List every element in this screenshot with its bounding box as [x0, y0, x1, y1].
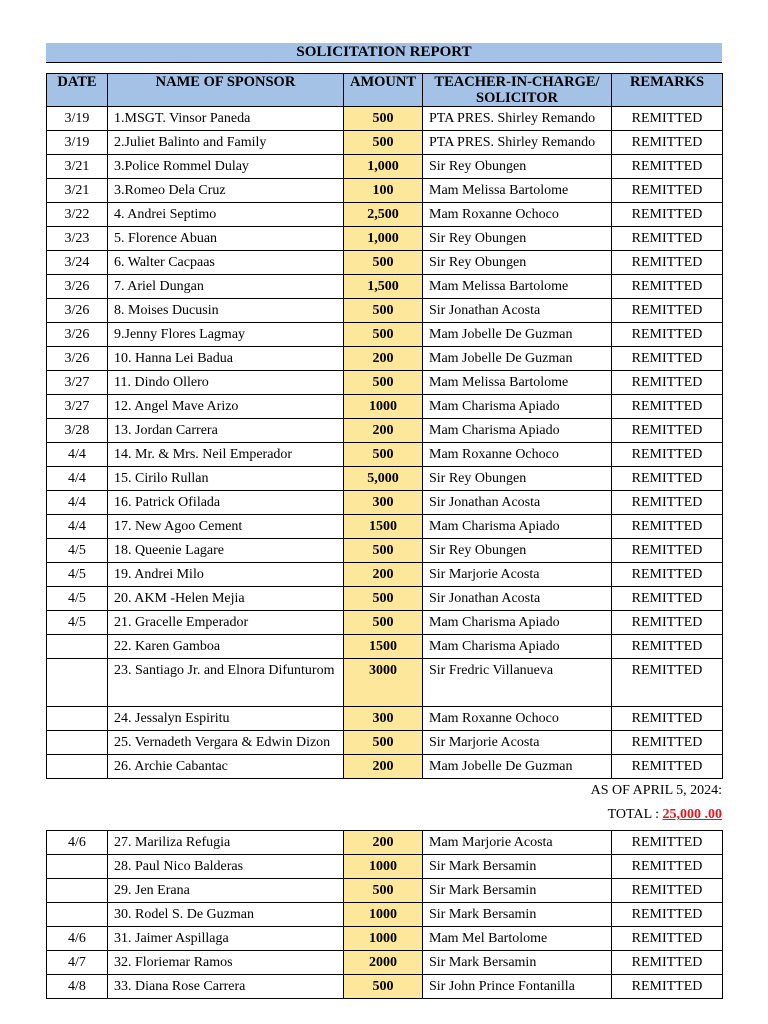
table-header-row — [47, 74, 723, 107]
cell-date: 3/27 — [47, 395, 108, 419]
cell-teacher: Mam Charisma Apiado — [423, 635, 612, 659]
cell-date: 4/4 — [47, 491, 108, 515]
cell-date — [47, 879, 108, 903]
cell-sponsor-name: 29. Jen Erana — [108, 879, 344, 903]
cell-sponsor-name: 16. Patrick Ofilada — [108, 491, 344, 515]
table-row — [47, 419, 723, 443]
cell-amount: 1500 — [344, 515, 423, 539]
cell-remarks: REMITTED — [612, 347, 723, 371]
cell-remarks: REMITTED — [612, 155, 723, 179]
cell-remarks: REMITTED — [612, 731, 723, 755]
cell-remarks: REMITTED — [612, 323, 723, 347]
cell-amount: 2,500 — [344, 203, 423, 227]
cell-amount: 1,000 — [344, 227, 423, 251]
total-line — [46, 803, 722, 829]
cell-remarks: REMITTED — [612, 443, 723, 467]
cell-teacher: Mam Charisma Apiado — [423, 611, 612, 635]
cell-date: 3/23 — [47, 227, 108, 251]
cell-teacher: Mam Melissa Bartolome — [423, 179, 612, 203]
cell-amount: 500 — [344, 251, 423, 275]
cell-sponsor-name: 13. Jordan Carrera — [108, 419, 344, 443]
cell-sponsor-name: 32. Floriemar Ramos — [108, 951, 344, 975]
table-row — [47, 347, 723, 371]
cell-sponsor-name: 17. New Agoo Cement — [108, 515, 344, 539]
cell-date: 4/8 — [47, 975, 108, 999]
cell-date — [47, 855, 108, 879]
cell-teacher: Mam Jobelle De Guzman — [423, 755, 612, 779]
cell-amount: 200 — [344, 347, 423, 371]
cell-remarks: REMITTED — [612, 831, 723, 855]
cell-amount: 500 — [344, 539, 423, 563]
cell-amount: 1,500 — [344, 275, 423, 299]
sponsors-table-continued — [46, 830, 723, 999]
cell-amount: 200 — [344, 419, 423, 443]
cell-remarks: REMITTED — [612, 879, 723, 903]
total-value: 25,000 .00 — [662, 807, 722, 822]
cell-remarks: REMITTED — [612, 611, 723, 635]
header-amount: AMOUNT — [344, 74, 423, 107]
cell-teacher: Sir Jonathan Acosta — [423, 587, 612, 611]
cell-teacher: Mam Marjorie Acosta — [423, 831, 612, 855]
table-row — [47, 611, 723, 635]
cell-remarks: REMITTED — [612, 395, 723, 419]
cell-amount: 1000 — [344, 927, 423, 951]
cell-teacher: Sir Fredric Villanueva — [423, 659, 612, 707]
cell-date: 4/4 — [47, 515, 108, 539]
sponsors-table-body — [47, 107, 723, 779]
cell-remarks: REMITTED — [612, 515, 723, 539]
cell-date: 3/26 — [47, 347, 108, 371]
cell-teacher: Sir Marjorie Acosta — [423, 563, 612, 587]
cell-remarks: REMITTED — [612, 903, 723, 927]
cell-teacher: Mam Roxanne Ochoco — [423, 203, 612, 227]
cell-sponsor-name: 3.Police Rommel Dulay — [108, 155, 344, 179]
cell-sponsor-name: 27. Mariliza Refugia — [108, 831, 344, 855]
cell-remarks: REMITTED — [612, 755, 723, 779]
table-row — [47, 203, 723, 227]
cell-sponsor-name: 10. Hanna Lei Badua — [108, 347, 344, 371]
cell-teacher: Sir Rey Obungen — [423, 467, 612, 491]
cell-remarks: REMITTED — [612, 563, 723, 587]
cell-teacher: Mam Charisma Apiado — [423, 515, 612, 539]
cell-sponsor-name: 25. Vernadeth Vergara & Edwin Dizon — [108, 731, 344, 755]
cell-date: 4/5 — [47, 563, 108, 587]
cell-date: 3/22 — [47, 203, 108, 227]
table-row — [47, 635, 723, 659]
cell-date: 4/4 — [47, 443, 108, 467]
cell-date: 3/24 — [47, 251, 108, 275]
cell-remarks: REMITTED — [612, 587, 723, 611]
cell-amount: 500 — [344, 299, 423, 323]
cell-remarks: REMITTED — [612, 975, 723, 999]
cell-teacher: Sir Marjorie Acosta — [423, 731, 612, 755]
table-row — [47, 659, 723, 707]
total-label: TOTAL : — [607, 807, 663, 822]
cell-teacher: Sir Rey Obungen — [423, 227, 612, 251]
table-row — [47, 491, 723, 515]
solicitation-report — [46, 43, 722, 999]
table-row — [47, 371, 723, 395]
cell-sponsor-name: 19. Andrei Milo — [108, 563, 344, 587]
cell-remarks: REMITTED — [612, 203, 723, 227]
cell-date: 3/19 — [47, 131, 108, 155]
cell-date — [47, 635, 108, 659]
cell-remarks: REMITTED — [612, 131, 723, 155]
table-row — [47, 587, 723, 611]
cell-remarks: REMITTED — [612, 419, 723, 443]
cell-teacher: Mam Mel Bartolome — [423, 927, 612, 951]
cell-sponsor-name: 6. Walter Cacpaas — [108, 251, 344, 275]
cell-remarks: REMITTED — [612, 467, 723, 491]
cell-remarks: REMITTED — [612, 299, 723, 323]
cell-amount: 1000 — [344, 395, 423, 419]
cell-amount: 500 — [344, 323, 423, 347]
cell-date — [47, 659, 108, 707]
cell-teacher: Mam Melissa Bartolome — [423, 371, 612, 395]
cell-amount: 500 — [344, 107, 423, 131]
table-row — [47, 467, 723, 491]
cell-teacher: Mam Roxanne Ochoco — [423, 707, 612, 731]
cell-sponsor-name: 2.Juliet Balinto and Family — [108, 131, 344, 155]
cell-teacher: Mam Roxanne Ochoco — [423, 443, 612, 467]
cell-amount: 5,000 — [344, 467, 423, 491]
cell-remarks: REMITTED — [612, 707, 723, 731]
cell-remarks: REMITTED — [612, 659, 723, 707]
cell-sponsor-name: 22. Karen Gamboa — [108, 635, 344, 659]
table-row — [47, 975, 723, 999]
cell-amount: 2000 — [344, 951, 423, 975]
cell-date: 3/27 — [47, 371, 108, 395]
cell-teacher: Sir Jonathan Acosta — [423, 491, 612, 515]
cell-amount: 200 — [344, 755, 423, 779]
cell-sponsor-name: 28. Paul Nico Balderas — [108, 855, 344, 879]
cell-sponsor-name: 20. AKM -Helen Mejia — [108, 587, 344, 611]
cell-date: 3/21 — [47, 155, 108, 179]
table-row — [47, 515, 723, 539]
cell-amount: 500 — [344, 611, 423, 635]
cell-teacher: Mam Melissa Bartolome — [423, 275, 612, 299]
cell-remarks: REMITTED — [612, 491, 723, 515]
cell-teacher: Sir Mark Bersamin — [423, 879, 612, 903]
cell-teacher: Sir Rey Obungen — [423, 251, 612, 275]
cell-date: 4/6 — [47, 831, 108, 855]
cell-amount: 3000 — [344, 659, 423, 707]
sponsors-table-continued-body — [47, 831, 723, 999]
header-date: DATE — [47, 74, 108, 107]
cell-remarks: REMITTED — [612, 275, 723, 299]
report-title: SOLICITATION REPORT — [46, 43, 722, 63]
cell-date: 3/28 — [47, 419, 108, 443]
sponsors-table — [46, 73, 723, 779]
table-row — [47, 107, 723, 131]
cell-remarks: REMITTED — [612, 635, 723, 659]
cell-date: 4/7 — [47, 951, 108, 975]
cell-amount: 1000 — [344, 903, 423, 927]
cell-remarks: REMITTED — [612, 855, 723, 879]
cell-teacher: Sir Mark Bersamin — [423, 951, 612, 975]
cell-amount: 200 — [344, 831, 423, 855]
cell-sponsor-name: 14. Mr. & Mrs. Neil Emperador — [108, 443, 344, 467]
cell-remarks: REMITTED — [612, 951, 723, 975]
cell-sponsor-name: 7. Ariel Dungan — [108, 275, 344, 299]
cell-amount: 300 — [344, 707, 423, 731]
cell-amount: 200 — [344, 563, 423, 587]
cell-teacher: Mam Charisma Apiado — [423, 419, 612, 443]
table-row — [47, 539, 723, 563]
cell-teacher: Sir John Prince Fontanilla — [423, 975, 612, 999]
cell-amount: 500 — [344, 131, 423, 155]
cell-remarks: REMITTED — [612, 539, 723, 563]
as-of-label: AS OF APRIL 5, 2024: — [590, 783, 722, 798]
cell-date — [47, 731, 108, 755]
cell-sponsor-name: 11. Dindo Ollero — [108, 371, 344, 395]
table-row — [47, 251, 723, 275]
cell-teacher: Sir Jonathan Acosta — [423, 299, 612, 323]
summary — [46, 779, 722, 829]
cell-date: 3/26 — [47, 323, 108, 347]
table-row — [47, 855, 723, 879]
header-teacher-in-charge: TEACHER-IN-CHARGE/ SOLICITOR — [423, 74, 612, 107]
cell-teacher: Mam Jobelle De Guzman — [423, 347, 612, 371]
table-row — [47, 323, 723, 347]
table-row — [47, 903, 723, 927]
cell-date — [47, 707, 108, 731]
table-row — [47, 299, 723, 323]
cell-teacher: PTA PRES. Shirley Remando — [423, 131, 612, 155]
cell-amount: 500 — [344, 731, 423, 755]
cell-sponsor-name: 12. Angel Mave Arizo — [108, 395, 344, 419]
table-row — [47, 179, 723, 203]
table-row — [47, 879, 723, 903]
table-row — [47, 731, 723, 755]
cell-date: 3/26 — [47, 275, 108, 299]
cell-amount: 300 — [344, 491, 423, 515]
cell-sponsor-name: 21. Gracelle Emperador — [108, 611, 344, 635]
cell-remarks: REMITTED — [612, 227, 723, 251]
cell-sponsor-name: 30. Rodel S. De Guzman — [108, 903, 344, 927]
cell-date: 3/19 — [47, 107, 108, 131]
cell-remarks: REMITTED — [612, 927, 723, 951]
table-row — [47, 275, 723, 299]
table-row — [47, 755, 723, 779]
cell-sponsor-name: 15. Cirilo Rullan — [108, 467, 344, 491]
cell-teacher: Sir Mark Bersamin — [423, 903, 612, 927]
cell-date: 3/26 — [47, 299, 108, 323]
cell-date: 4/6 — [47, 927, 108, 951]
cell-sponsor-name: 9.Jenny Flores Lagmay — [108, 323, 344, 347]
table-row — [47, 927, 723, 951]
cell-date: 4/5 — [47, 539, 108, 563]
cell-remarks: REMITTED — [612, 371, 723, 395]
cell-sponsor-name: 33. Diana Rose Carrera — [108, 975, 344, 999]
cell-date: 3/21 — [47, 179, 108, 203]
cell-sponsor-name: 8. Moises Ducusin — [108, 299, 344, 323]
cell-sponsor-name: 3.Romeo Dela Cruz — [108, 179, 344, 203]
cell-amount: 100 — [344, 179, 423, 203]
cell-remarks: REMITTED — [612, 179, 723, 203]
cell-remarks: REMITTED — [612, 251, 723, 275]
cell-teacher: Sir Rey Obungen — [423, 539, 612, 563]
cell-date: 4/5 — [47, 611, 108, 635]
cell-amount: 500 — [344, 975, 423, 999]
cell-date — [47, 755, 108, 779]
cell-amount: 1500 — [344, 635, 423, 659]
cell-sponsor-name: 4. Andrei Septimo — [108, 203, 344, 227]
cell-amount: 500 — [344, 371, 423, 395]
cell-date — [47, 903, 108, 927]
cell-teacher: PTA PRES. Shirley Remando — [423, 107, 612, 131]
cell-sponsor-name: 26. Archie Cabantac — [108, 755, 344, 779]
table-row — [47, 131, 723, 155]
cell-sponsor-name: 31. Jaimer Aspillaga — [108, 927, 344, 951]
cell-date: 4/5 — [47, 587, 108, 611]
table-row — [47, 227, 723, 251]
header-remarks: REMARKS — [612, 74, 723, 107]
cell-amount: 1,000 — [344, 155, 423, 179]
table-row — [47, 443, 723, 467]
table-row — [47, 563, 723, 587]
header-name-of-sponsor: NAME OF SPONSOR — [108, 74, 344, 107]
table-row — [47, 395, 723, 419]
cell-amount: 500 — [344, 587, 423, 611]
cell-remarks: REMITTED — [612, 107, 723, 131]
cell-amount: 500 — [344, 879, 423, 903]
table-row — [47, 831, 723, 855]
cell-teacher: Mam Charisma Apiado — [423, 395, 612, 419]
cell-sponsor-name: 5. Florence Abuan — [108, 227, 344, 251]
cell-teacher: Sir Mark Bersamin — [423, 855, 612, 879]
table-row — [47, 707, 723, 731]
cell-sponsor-name: 24. Jessalyn Espiritu — [108, 707, 344, 731]
cell-sponsor-name: 18. Queenie Lagare — [108, 539, 344, 563]
cell-teacher: Mam Jobelle De Guzman — [423, 323, 612, 347]
cell-teacher: Sir Rey Obungen — [423, 155, 612, 179]
cell-sponsor-name: 1.MSGT. Vinsor Paneda — [108, 107, 344, 131]
cell-sponsor-name: 23. Santiago Jr. and Elnora Difunturom — [108, 659, 344, 707]
table-row — [47, 951, 723, 975]
cell-amount: 1000 — [344, 855, 423, 879]
cell-date: 4/4 — [47, 467, 108, 491]
table-row — [47, 155, 723, 179]
cell-amount: 500 — [344, 443, 423, 467]
